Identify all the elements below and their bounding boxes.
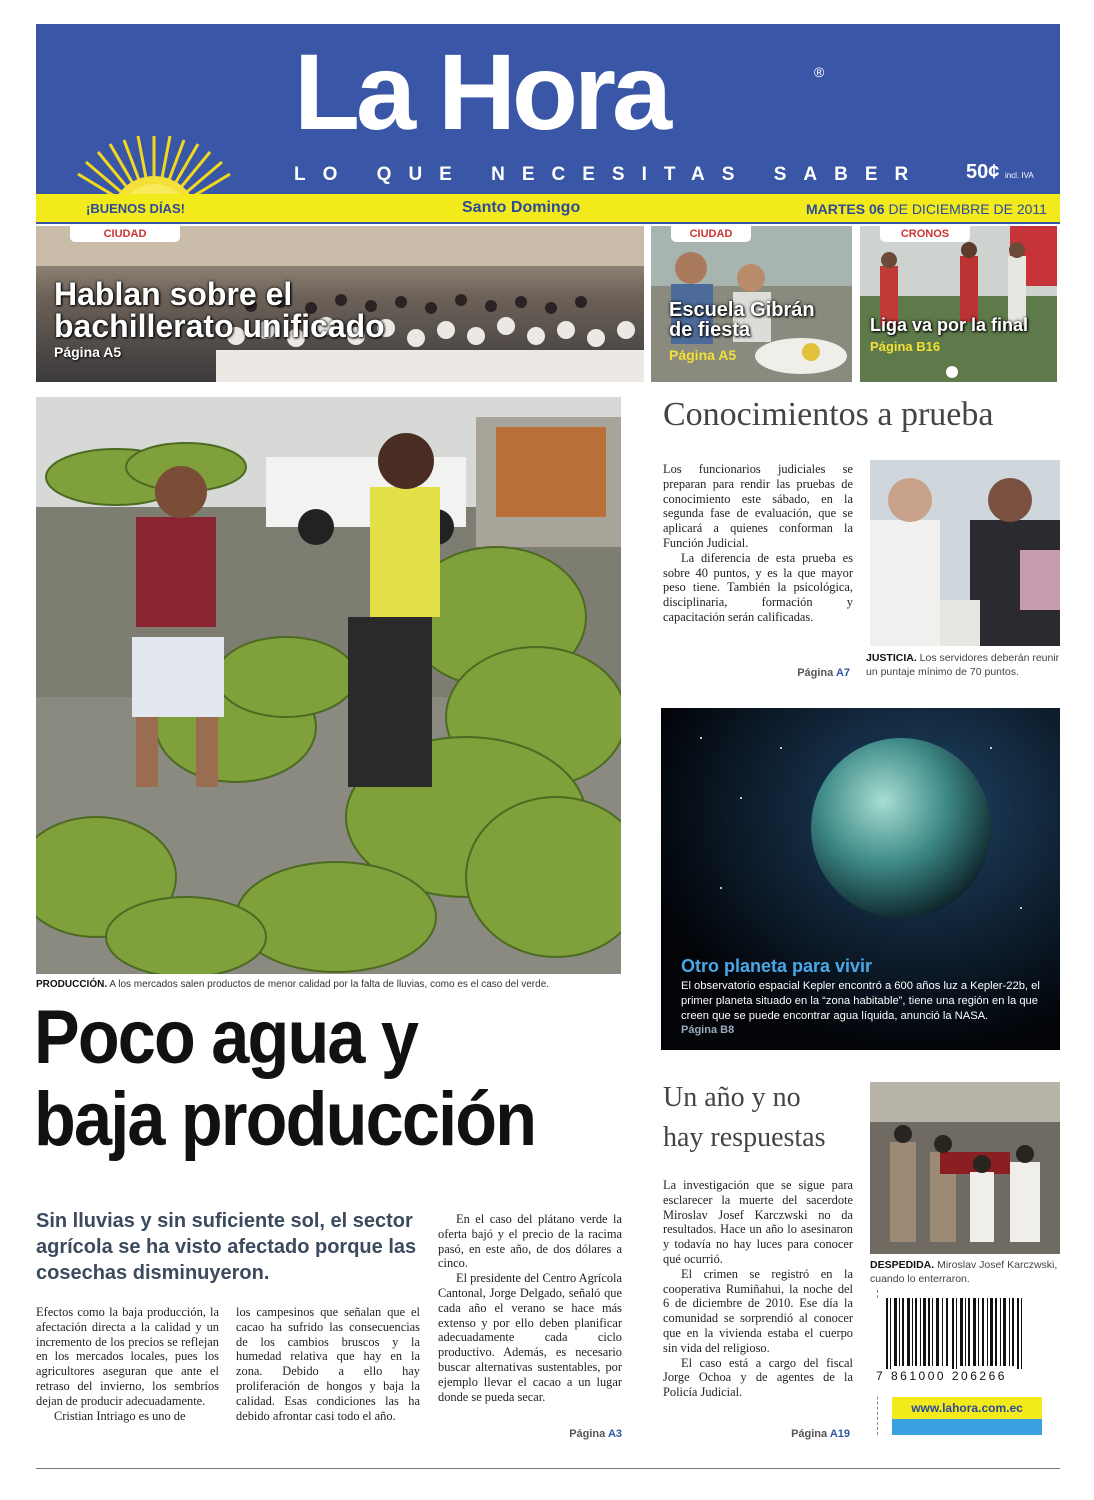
panel-tag: CRONOS xyxy=(880,226,970,242)
panel-page: Página A5 xyxy=(669,347,737,363)
caption-text: A los mercados salen productos de menor calidad por la falta de lluvias, como es el caso del verde. xyxy=(107,979,550,990)
headline-line: Poco agua y xyxy=(34,995,418,1080)
bottom-rule xyxy=(36,1468,1060,1469)
justicia-caption xyxy=(866,651,1064,679)
panel-tag: CIUDAD xyxy=(671,226,751,242)
anio-body xyxy=(663,1178,853,1400)
photo-funeral-procession xyxy=(870,1082,1060,1254)
kepler-page-ref: Página B8 xyxy=(681,1024,735,1036)
kepler-box[interactable] xyxy=(661,708,1060,1050)
price-value: 50¢ xyxy=(966,161,1000,183)
date-day: MARTES xyxy=(806,201,866,217)
date-band xyxy=(36,194,1060,224)
caption-text: Miroslav Josef Karczwski, cuando lo enterraron. xyxy=(870,1259,1058,1285)
paragraph: La diferencia de esta prueba es sobre 40 puntos, y es la que mayor peso tiene. También la psicológica, disciplinaria, formación y capacitación serán calificadas. xyxy=(663,550,853,624)
main-column-1 xyxy=(36,1305,219,1423)
photo-judicial-officials xyxy=(870,460,1060,646)
conocimientos-body xyxy=(663,462,853,625)
main-photo xyxy=(36,397,621,974)
panel-page: Página A5 xyxy=(54,344,122,360)
panel-escuela[interactable] xyxy=(651,226,852,382)
date-daynum: 06 xyxy=(869,201,885,217)
main-column-3 xyxy=(438,1212,622,1404)
conocimientos-page-ref[interactable] xyxy=(750,667,850,679)
paragraph: Efectos como la baja producción, la afectación directa a la calidad y un incremento de los precios se reflejan en los mercados locales, pues los agricultores aseguran que ante el retraso del invierno, los sembríos dejan de producir adecuadamente. xyxy=(36,1305,219,1408)
anio-page-ref[interactable] xyxy=(750,1428,850,1440)
panel-tag: CIUDAD xyxy=(70,226,180,242)
price-note: incl. IVA xyxy=(1004,171,1034,180)
conocimientos-headline[interactable]: Conocimientos a prueba xyxy=(663,396,994,433)
despedida-caption xyxy=(870,1258,1060,1286)
tagline: LO QUE NECESITAS SABER xyxy=(294,164,926,185)
panel-liga[interactable] xyxy=(860,226,1057,382)
page-label: Página xyxy=(797,667,834,679)
kepler-text: El observatorio espacial Kepler encontró a 600 años luz a Kepler-22b, el primer planeta situado en la “zona habitable”, tiene una región en la que creen que se puede encontrar agua líquida, anunció la NASA. xyxy=(681,980,1040,1022)
website-strip xyxy=(892,1419,1042,1435)
panel-title xyxy=(54,278,385,342)
issue-date xyxy=(806,201,1047,217)
page-label: Página xyxy=(569,1428,606,1440)
anio-headline[interactable] xyxy=(663,1078,863,1158)
main-page-ref[interactable] xyxy=(520,1428,622,1440)
date-rest: DE DICIEMBRE DE 2011 xyxy=(888,201,1047,217)
paragraph: los campesinos que señalan que el cacao ha sufrido las consecuencias de los cambios bruscos y la humedad relativa que hay en la zona. Debido a ello hay proliferación de hongos y baja la calidad. Esas condiciones las ha debido afrontar casi todo el año. xyxy=(236,1305,420,1423)
paragraph: Cristian Intriago es uno de xyxy=(54,1408,186,1423)
panel-title-line: de fiesta xyxy=(669,319,751,341)
main-headline[interactable] xyxy=(34,997,574,1161)
kepler-title: Otro planeta para vivir xyxy=(681,956,873,976)
panel-page: Página B16 xyxy=(870,339,941,354)
registered-mark: ® xyxy=(814,64,825,80)
panel-title-line: bachillerato unificado xyxy=(54,308,385,344)
logo[interactable]: La Hora xyxy=(294,31,669,152)
caption-text: Los servidores deberán reunir un puntaje mínimo de 70 puntos. xyxy=(866,652,1060,678)
greeting: ¡BUENOS DÍAS! xyxy=(86,201,185,216)
page-number: A7 xyxy=(835,667,850,679)
website-link[interactable]: www.lahora.com.ec xyxy=(892,1397,1042,1419)
main-photo-caption xyxy=(36,979,636,990)
headline-line: baja producción xyxy=(34,1077,536,1162)
photo-soccer xyxy=(860,226,1057,382)
panel-bachillerato[interactable] xyxy=(36,226,644,382)
despedida-photo xyxy=(870,1082,1060,1254)
page-number: A3 xyxy=(607,1428,622,1440)
panel-title xyxy=(669,300,815,340)
caption-label: JUSTICIA. xyxy=(866,652,917,664)
caption-label: DESPEDIDA. xyxy=(870,1259,935,1271)
paragraph: La investigación que se sigue para esclarecer la muerte del sacerdote Miroslav Josef Karczwski no da resultados. Hace un año lo asesinaron y todavía no hay luces para conocer qué ocurrió. xyxy=(663,1178,853,1266)
headline-line: Un año y no xyxy=(663,1082,801,1113)
caption-label: PRODUCCIÓN. xyxy=(36,979,108,990)
main-column-2 xyxy=(236,1305,420,1423)
price xyxy=(966,161,1034,184)
edition-city: Santo Domingo xyxy=(462,199,581,216)
barcode-digits: 7 861000 206266 xyxy=(876,1369,1042,1383)
paragraph: El presidente del Centro Agrícola Cantonal, Jorge Delgado, señaló que cada año el verano se hace más extenso y por ello deben planificar adecuadamente cada ciclo productivo. Además, es necesario buscar alternativas sustentables, por ejemplo llevar el cacao a un lugar donde se pueda secar. xyxy=(438,1271,622,1404)
justicia-photo xyxy=(870,460,1060,646)
page-number: A19 xyxy=(829,1428,850,1440)
paragraph: En el caso del plátano verde la oferta bajó y el precio de la racima pasó, en este año, de dos dólares a cinco. xyxy=(438,1212,622,1271)
masthead xyxy=(36,24,1060,194)
headline-line: hay respuestas xyxy=(663,1122,826,1153)
photo-plantain-market xyxy=(36,397,621,974)
panel-title-line: Hablan sobre el xyxy=(54,276,293,312)
paragraph: El caso está a cargo del fiscal Jorge Ochoa y de agentes de la Policía Judicial. xyxy=(663,1355,853,1400)
sun-icon xyxy=(64,130,244,194)
page-label: Página xyxy=(791,1428,828,1440)
paragraph: El crimen se registró en la cooperativa Rumiñahui, la noche del 6 de diciembre de 2010. Ese día la comunidad se sorprendió al conocer que en la vivienda estaba el cuerpo sin vida del religioso. xyxy=(663,1266,853,1355)
panel-title: Liga va por la final xyxy=(870,315,1029,335)
main-subhead: Sin lluvias y sin suficiente sol, el sector agrícola se ha visto afectado porque las cosechas disminuyeron. xyxy=(36,1210,417,1284)
paragraph: Los funcionarios judiciales se preparan para rendir las pruebas de conocimiento este sábado, en la segunda fase de evaluación, que se aplicará a quienes conforman la Función Judicial. xyxy=(663,462,853,550)
panel-title-line: Escuela Gibrán xyxy=(669,299,815,321)
